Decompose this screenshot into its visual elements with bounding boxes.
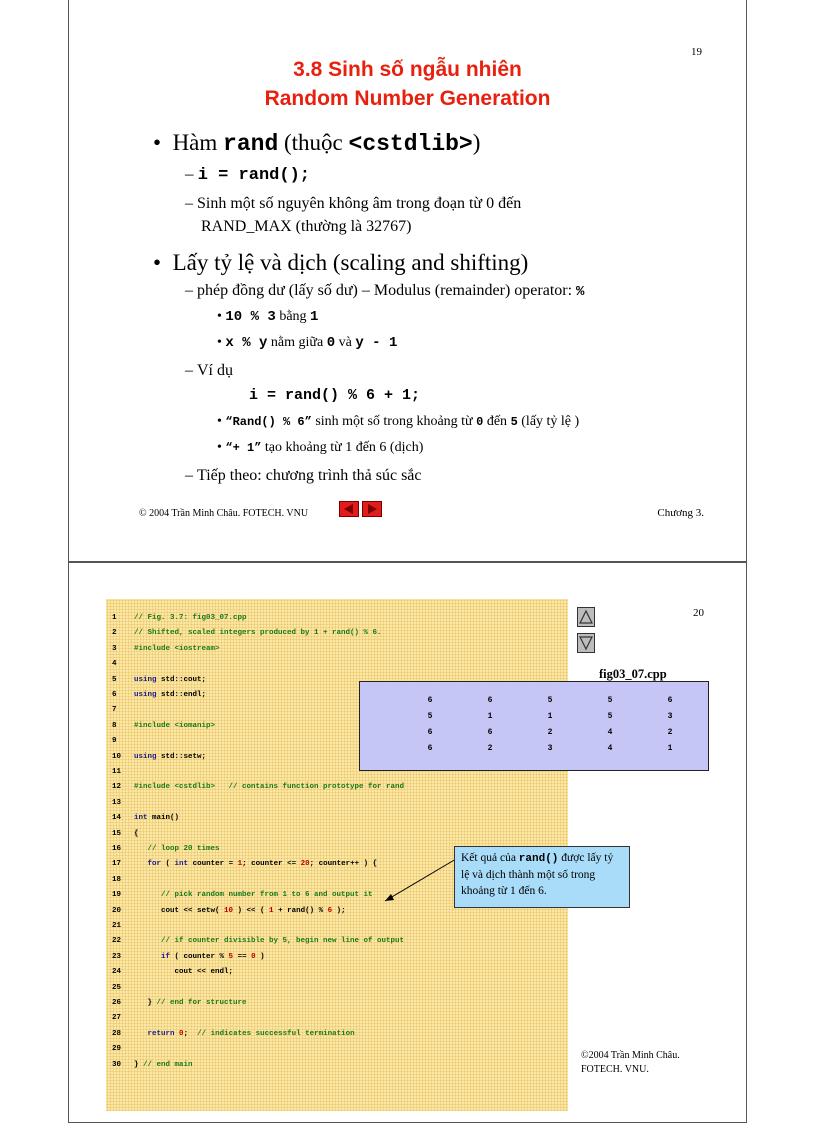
code-plus-1: “+ 1” (225, 441, 262, 455)
line-number: 17 (112, 860, 122, 869)
item-text: sinh một số trong khoảng từ (311, 414, 477, 429)
line-number: 15 (112, 829, 122, 838)
sub-bullet-rand-call (185, 164, 310, 185)
code-text: // loop 20 times (134, 845, 220, 853)
code-text: { (134, 829, 139, 838)
example-code: i = rand() % 6 + 1; (249, 387, 421, 404)
code-text: return 0; // indicates successful termination (147, 1029, 355, 1038)
output-value: 5 (547, 696, 553, 705)
item-text: và (335, 335, 356, 350)
output-value: 4 (607, 744, 613, 753)
line-number: 13 (112, 798, 122, 807)
bullet-text: Hàm (172, 130, 224, 155)
line-number: 24 (112, 968, 122, 977)
line-number: 1 (112, 614, 117, 622)
line-number: 3 (112, 644, 117, 653)
code-text: #include <iomanip> (134, 721, 216, 730)
line-number: 10 (112, 752, 122, 761)
output-value: 3 (547, 744, 553, 753)
dash: – (185, 282, 197, 299)
dash: – (185, 467, 197, 484)
item-x-mod-y (217, 335, 397, 351)
line-number: 23 (112, 952, 122, 961)
arrow-right-icon (363, 502, 381, 516)
code-text: cout << setw( 10 ) << ( 1 + rand() % 6 ); (134, 906, 346, 915)
output-value: 1 (547, 712, 553, 721)
code-i-rand: i = rand(); (197, 166, 310, 185)
output-value: 1 (487, 712, 493, 721)
line-number: 28 (112, 1029, 122, 1038)
line-number: 5 (112, 675, 117, 684)
sub-bullet-modulus (185, 282, 584, 300)
next-text: Tiếp theo: chương trình thả súc sắc (197, 467, 422, 484)
code-text: } // end for structure (134, 999, 247, 1007)
dash: – (185, 195, 197, 212)
line-number: 20 (112, 906, 122, 915)
sub-bullet-example (185, 362, 233, 380)
output-value: 2 (487, 744, 493, 753)
page-number: 19 (691, 46, 702, 58)
sub-bullet-description (185, 195, 521, 213)
item-text: nằm giữa (267, 335, 327, 350)
file-name: fig03_07.cpp (599, 667, 667, 681)
output-value: 6 (487, 696, 493, 705)
code-10-mod-3: 10 % 3 (225, 309, 276, 325)
bullet-dot: • (217, 335, 226, 350)
example-label: Ví dụ (197, 362, 233, 379)
dash: – (185, 362, 197, 379)
code-zero: 0 (326, 335, 336, 351)
line-number: 26 (112, 999, 122, 1007)
previous-slide-button[interactable] (339, 501, 359, 517)
item-10-mod-3 (217, 309, 318, 325)
code-percent: % (576, 284, 585, 300)
line-number: 21 (112, 922, 122, 930)
output-value: 4 (607, 728, 613, 737)
line-number: 14 (112, 814, 122, 823)
copyright-line1: ©2004 Trần Minh Châu. (581, 1050, 680, 1061)
copyright-note (581, 1049, 680, 1077)
line-number: 16 (112, 845, 122, 853)
line-number: 30 (112, 1060, 122, 1069)
code-zero: 0 (476, 415, 484, 429)
code-result: 1 (310, 309, 319, 325)
copyright-line2: FOTECH. VNU. (581, 1064, 649, 1075)
dash: – (185, 164, 194, 183)
page-number: 20 (693, 607, 704, 619)
item-text: (lấy tỷ lệ ) (517, 414, 580, 429)
code-text: using std::cout; (134, 675, 207, 684)
line-number: 25 (112, 983, 122, 992)
bullet-dot: • (217, 440, 226, 455)
output-value: 6 (487, 728, 493, 737)
code-text: #include <cstdlib> // contains function prototype for rand (134, 783, 405, 792)
output-value: 6 (427, 744, 433, 753)
code-text: #include <iostream> (134, 644, 220, 653)
line-number: 19 (112, 891, 122, 900)
bullet-text: Lấy tỷ lệ và dịch (scaling and shifting) (172, 250, 529, 275)
code-text: // Fig. 3.7: fig03_07.cpp (134, 614, 247, 622)
bullet-rand-function (153, 130, 480, 157)
code-x-mod-y: x % y (225, 335, 268, 351)
code-text: using std::endl; (134, 691, 207, 699)
line-number: 18 (112, 875, 122, 884)
code-text: using std::setw; (134, 752, 207, 761)
code-text: int main() (134, 814, 180, 823)
next-slide-button[interactable] (362, 501, 382, 517)
code-text: for ( int counter = 1; counter <= 20; counter++ ) { (147, 860, 378, 869)
output-value: 5 (607, 712, 613, 721)
callout-code: rand() (518, 853, 559, 865)
output-value: 5 (607, 696, 613, 705)
line-number: 29 (112, 1045, 122, 1054)
bullet-scaling-shifting (153, 250, 528, 276)
item-text: bằng (275, 309, 311, 324)
output-value: 6 (667, 696, 673, 705)
line-number: 2 (112, 629, 117, 638)
output-value: 3 (667, 712, 673, 721)
description-line1: Sinh một số nguyên không âm trong đoạn từ 0 đến (197, 195, 522, 212)
output-value: 6 (427, 728, 433, 737)
code-cstdlib: <cstdlib> (348, 131, 473, 157)
line-number: 27 (112, 1014, 122, 1023)
slide-title-en: Random Number Generation (264, 87, 551, 110)
code-rand: rand (223, 131, 279, 157)
line-number: 11 (112, 768, 122, 776)
callout-text: Kết quả của (461, 852, 519, 864)
callout-arrow (69, 563, 748, 1124)
bullet-text: (thuộc (278, 130, 349, 155)
item-rand-mod-6 (217, 414, 579, 430)
code-rand-mod-6: “Rand() % 6” (225, 415, 312, 429)
line-number: 7 (112, 706, 117, 715)
bullet-dot: • (217, 414, 226, 429)
item-text: tạo khoảng từ 1 đến 6 (dịch) (261, 440, 424, 455)
output-value: 6 (427, 696, 433, 705)
output-value: 2 (547, 728, 553, 737)
footer-copyright: © 2004 Trần Minh Châu. FOTECH. VNU (139, 508, 309, 519)
code-text: if ( counter % 5 == 0 ) (161, 952, 265, 961)
line-number: 12 (112, 783, 122, 792)
sub-bullet-next (185, 467, 422, 485)
code-text: } // end main (134, 1060, 193, 1069)
code-five: 5 (510, 415, 518, 429)
line-number: 8 (112, 721, 117, 730)
code-y-minus-1: y - 1 (355, 335, 398, 351)
slide-19 (68, 0, 747, 562)
bullet-dot: • (153, 250, 173, 275)
callout-text: được lấy tỷ lệ và dịch thành một số trong khoảng từ 1 đến 6. (461, 852, 614, 897)
line-number: 6 (112, 691, 117, 699)
item-plus-1 (217, 440, 423, 456)
output-value: 1 (667, 744, 673, 753)
bullet-text: ) (472, 130, 481, 155)
code-text: // pick random number from 1 to 6 and output it (134, 891, 373, 900)
code-text: // if counter divisible by 5, begin new line of output (134, 937, 405, 946)
output-value: 5 (427, 712, 433, 721)
bullet-dot: • (217, 309, 226, 324)
line-number: 4 (112, 660, 117, 669)
modulus-text: phép đồng dư (lấy số dư) – Modulus (remainder) operator: (197, 282, 577, 299)
slide-20 (68, 562, 747, 1123)
footer-chapter: Chương 3. (657, 507, 704, 519)
line-number: 9 (112, 737, 117, 746)
callout-note (454, 846, 630, 908)
output-value: 2 (667, 728, 673, 737)
code-text: cout << endl; (134, 968, 234, 977)
code-text: // Shifted, scaled integers produced by 1 + rand() % 6. (134, 629, 382, 638)
slide-title-vi: 3.8 Sinh số ngẫu nhiên (293, 58, 522, 81)
bullet-dot: • (153, 130, 173, 155)
item-text: đến (483, 414, 511, 429)
line-number: 22 (112, 937, 122, 946)
description-line2: RAND_MAX (thường là 32767) (201, 218, 412, 235)
arrow-left-icon (340, 502, 358, 516)
